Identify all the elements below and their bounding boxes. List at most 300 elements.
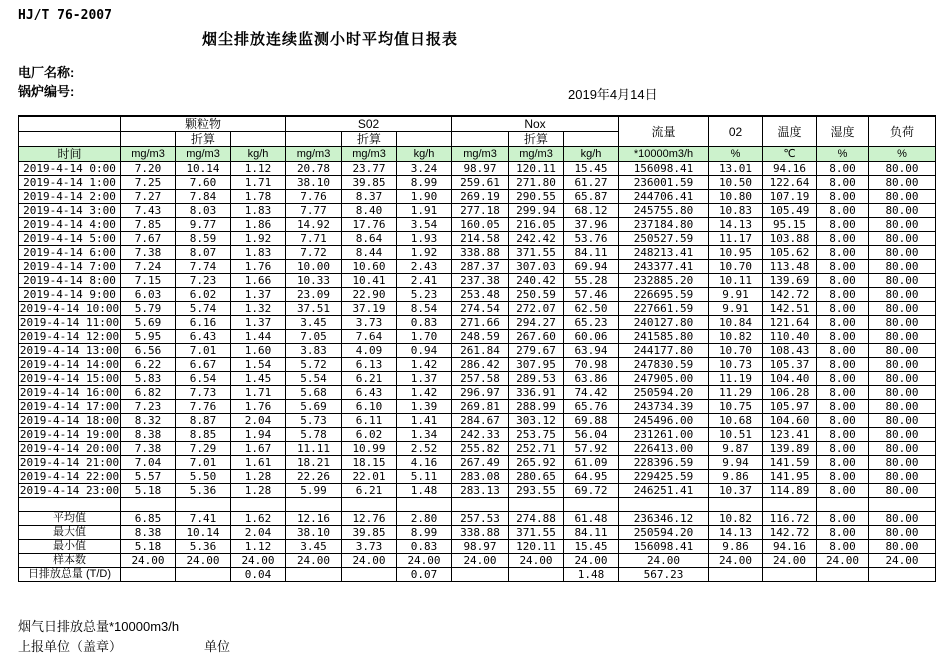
value-cell: 10.95 (709, 246, 763, 260)
value-cell: 250.59 (509, 288, 564, 302)
table-row (19, 274, 936, 288)
summary-value-cell: 24.00 (231, 554, 286, 568)
value-cell: 11.17 (709, 232, 763, 246)
value-cell: 1.94 (231, 428, 286, 442)
value-cell: 108.43 (763, 344, 817, 358)
value-cell: 80.00 (869, 162, 936, 176)
spacer-cell (19, 498, 121, 512)
value-cell: 241585.80 (619, 330, 709, 344)
daily-total-value-cell (763, 568, 817, 582)
value-cell: 8.00 (817, 316, 869, 330)
summary-value-cell: 24.00 (763, 554, 817, 568)
value-cell: 7.15 (121, 274, 176, 288)
value-cell: 252.71 (509, 442, 564, 456)
value-cell: 15.45 (564, 162, 619, 176)
summary-label: 最小值 (19, 540, 121, 554)
value-cell: 64.95 (564, 470, 619, 484)
summary-value-cell: 39.85 (342, 526, 397, 540)
value-cell: 17.76 (342, 218, 397, 232)
value-cell: 80.00 (869, 176, 936, 190)
value-cell: 105.37 (763, 358, 817, 372)
value-cell: 299.94 (509, 204, 564, 218)
value-cell: 8.54 (397, 302, 452, 316)
value-cell: 8.32 (121, 414, 176, 428)
summary-value-cell: 338.88 (452, 526, 509, 540)
value-cell: 246251.41 (619, 484, 709, 498)
group-header-0: 颗粒物 (121, 116, 286, 132)
value-cell: 1.37 (397, 372, 452, 386)
value-cell: 248.59 (452, 330, 509, 344)
summary-value-cell: 24.00 (121, 554, 176, 568)
summary-value-cell: 0.83 (397, 540, 452, 554)
value-cell: 8.00 (817, 218, 869, 232)
value-cell: 120.11 (509, 162, 564, 176)
value-cell: 1.76 (231, 400, 286, 414)
value-cell: 65.76 (564, 400, 619, 414)
value-cell: 1.45 (231, 372, 286, 386)
value-cell: 271.66 (452, 316, 509, 330)
sub-blank (564, 132, 619, 147)
summary-value-cell: 1.12 (231, 540, 286, 554)
boiler-no-label: 锅炉编号: (18, 84, 75, 99)
value-cell: 8.00 (817, 288, 869, 302)
value-cell: 245496.00 (619, 414, 709, 428)
column-header-0: 流量 (619, 116, 709, 147)
value-cell: 104.40 (763, 372, 817, 386)
value-cell: 8.85 (176, 428, 231, 442)
value-cell: 103.88 (763, 232, 817, 246)
summary-label: 平均值 (19, 512, 121, 526)
summary-value-cell: 12.76 (342, 512, 397, 526)
value-cell: 9.91 (709, 302, 763, 316)
value-cell: 11.11 (286, 442, 342, 456)
value-cell: 95.15 (763, 218, 817, 232)
summary-value-cell: 24.00 (286, 554, 342, 568)
value-cell: 2.04 (231, 414, 286, 428)
value-cell: 7.38 (121, 246, 176, 260)
value-cell: 7.73 (176, 386, 231, 400)
value-cell: 277.18 (452, 204, 509, 218)
time-cell: 2019-4-14 13:00 (19, 344, 120, 357)
value-cell: 4.16 (397, 456, 452, 470)
value-cell: 9.86 (709, 470, 763, 484)
value-cell: 6.10 (342, 400, 397, 414)
value-cell: 142.72 (763, 288, 817, 302)
daily-total-value-cell: 1.48 (564, 568, 619, 582)
time-cell: 2019-4-14 2:00 (19, 190, 121, 204)
value-cell: 284.67 (452, 414, 509, 428)
value-cell: 259.61 (452, 176, 509, 190)
value-cell: 61.09 (564, 456, 619, 470)
value-cell: 336.91 (509, 386, 564, 400)
value-cell: 253.75 (509, 428, 564, 442)
unit-row (19, 147, 936, 162)
summary-value-cell: 116.72 (763, 512, 817, 526)
value-cell: 216.05 (509, 218, 564, 232)
value-cell: 1.83 (231, 246, 286, 260)
value-cell: 84.11 (564, 246, 619, 260)
daily-total-value-cell (509, 568, 564, 582)
daily-total-value-cell (342, 568, 397, 582)
spacer-cell (509, 498, 564, 512)
value-cell: 8.03 (176, 204, 231, 218)
table-row (19, 204, 936, 218)
value-cell: 265.92 (509, 456, 564, 470)
time-cell: 2019-4-14 1:00 (19, 176, 121, 190)
value-cell: 69.88 (564, 414, 619, 428)
standard-code: HJ/T 76-2007 (18, 8, 112, 23)
value-cell: 307.03 (509, 260, 564, 274)
value-cell: 20.78 (286, 162, 342, 176)
table-row (19, 162, 936, 176)
daily-total-value-cell (176, 568, 231, 582)
value-cell: 303.12 (509, 414, 564, 428)
value-cell: 1.91 (397, 204, 452, 218)
value-cell: 6.43 (176, 330, 231, 344)
value-cell: 5.11 (397, 470, 452, 484)
value-cell: 38.10 (286, 176, 342, 190)
value-cell: 57.92 (564, 442, 619, 456)
value-cell: 8.00 (817, 246, 869, 260)
value-cell: 1.83 (231, 204, 286, 218)
value-cell: 80.00 (869, 190, 936, 204)
spacer-cell (869, 498, 936, 512)
value-cell: 39.85 (342, 176, 397, 190)
value-cell: 226413.00 (619, 442, 709, 456)
summary-value-cell: 1.62 (231, 512, 286, 526)
value-cell: 7.71 (286, 232, 342, 246)
value-cell: 7.64 (342, 330, 397, 344)
summary-value-cell: 24.00 (342, 554, 397, 568)
summary-value-cell: 236346.12 (619, 512, 709, 526)
report-date: 2019年4月14日 (568, 87, 658, 102)
value-cell: 8.00 (817, 400, 869, 414)
summary-value-cell: 24.00 (869, 554, 936, 568)
value-cell: 5.95 (121, 330, 176, 344)
value-cell: 0.94 (397, 344, 452, 358)
table-row (19, 386, 936, 400)
value-cell: 257.58 (452, 372, 509, 386)
value-cell: 141.95 (763, 470, 817, 484)
value-cell: 253.48 (452, 288, 509, 302)
value-cell: 10.80 (709, 190, 763, 204)
value-cell: 286.42 (452, 358, 509, 372)
unit-cell-10: % (709, 147, 763, 162)
value-cell: 6.03 (121, 288, 176, 302)
value-cell: 1.71 (231, 386, 286, 400)
value-cell: 80.00 (869, 400, 936, 414)
value-cell: 255.82 (452, 442, 509, 456)
summary-value-cell: 3.73 (342, 540, 397, 554)
value-cell: 214.58 (452, 232, 509, 246)
value-cell: 7.76 (286, 190, 342, 204)
value-cell: 10.73 (709, 358, 763, 372)
value-cell: 10.51 (709, 428, 763, 442)
value-cell: 8.07 (176, 246, 231, 260)
summary-value-cell: 24.00 (709, 554, 763, 568)
spacer-cell (564, 498, 619, 512)
value-cell: 269.81 (452, 400, 509, 414)
value-cell: 3.83 (286, 344, 342, 358)
value-cell: 8.87 (176, 414, 231, 428)
value-cell: 7.77 (286, 204, 342, 218)
value-cell: 8.00 (817, 302, 869, 316)
value-cell: 1.78 (231, 190, 286, 204)
value-cell: 1.39 (397, 400, 452, 414)
value-cell: 8.00 (817, 484, 869, 498)
summary-value-cell: 24.00 (397, 554, 452, 568)
summary-value-cell: 6.85 (121, 512, 176, 526)
value-cell: 247830.59 (619, 358, 709, 372)
sub-blank (452, 132, 509, 147)
time-cell: 2019-4-14 11:00 (19, 316, 120, 329)
value-cell: 22.01 (342, 470, 397, 484)
summary-value-cell: 24.00 (452, 554, 509, 568)
table-row (19, 344, 936, 358)
value-cell: 37.51 (286, 302, 342, 316)
value-cell: 80.00 (869, 330, 936, 344)
value-cell: 61.27 (564, 176, 619, 190)
value-cell: 69.94 (564, 260, 619, 274)
time-cell: 2019-4-14 18:00 (19, 414, 120, 427)
value-cell: 10.84 (709, 316, 763, 330)
value-cell: 10.11 (709, 274, 763, 288)
value-cell: 9.94 (709, 456, 763, 470)
unit-cell-12: % (817, 147, 869, 162)
value-cell: 0.83 (397, 316, 452, 330)
value-cell: 10.33 (286, 274, 342, 288)
value-cell: 6.21 (342, 484, 397, 498)
spacer-cell (619, 498, 709, 512)
summary-value-cell: 24.00 (817, 554, 869, 568)
group-header-1: S02 (286, 116, 452, 132)
spacer-cell (231, 498, 286, 512)
value-cell: 288.99 (509, 400, 564, 414)
value-cell: 1.28 (231, 484, 286, 498)
summary-row (19, 512, 936, 526)
value-cell: 229425.59 (619, 470, 709, 484)
value-cell: 248213.41 (619, 246, 709, 260)
value-cell: 8.37 (342, 190, 397, 204)
value-cell: 247905.00 (619, 372, 709, 386)
value-cell: 1.76 (231, 260, 286, 274)
converted-header-0: 折算 (176, 132, 231, 147)
summary-value-cell: 8.00 (817, 526, 869, 540)
table-row (19, 442, 936, 456)
value-cell: 6.22 (121, 358, 176, 372)
summary-value-cell: 3.45 (286, 540, 342, 554)
time-cell: 2019-4-14 4:00 (19, 218, 121, 232)
table-row (19, 470, 936, 484)
corner-cell (19, 116, 121, 132)
value-cell: 80.00 (869, 358, 936, 372)
table-row (19, 218, 936, 232)
value-cell: 294.27 (509, 316, 564, 330)
value-cell: 7.84 (176, 190, 231, 204)
value-cell: 7.60 (176, 176, 231, 190)
time-header: 时间 (19, 147, 121, 162)
value-cell: 371.55 (509, 246, 564, 260)
value-cell: 14.13 (709, 218, 763, 232)
value-cell: 6.43 (342, 386, 397, 400)
summary-value-cell: 94.16 (763, 540, 817, 554)
daily-total-value-cell (869, 568, 936, 582)
value-cell: 7.29 (176, 442, 231, 456)
daily-total-value-cell (709, 568, 763, 582)
unit-cell-5: kg/h (397, 147, 452, 162)
value-cell: 80.00 (869, 428, 936, 442)
value-cell: 63.86 (564, 372, 619, 386)
value-cell: 105.62 (763, 246, 817, 260)
summary-row (19, 526, 936, 540)
value-cell: 8.40 (342, 204, 397, 218)
summary-value-cell: 61.48 (564, 512, 619, 526)
value-cell: 7.04 (121, 456, 176, 470)
value-cell: 5.18 (121, 484, 176, 498)
daily-total-value-cell (452, 568, 509, 582)
value-cell: 271.80 (509, 176, 564, 190)
value-cell: 80.00 (869, 218, 936, 232)
value-cell: 23.77 (342, 162, 397, 176)
value-cell: 10.82 (709, 330, 763, 344)
value-cell: 60.06 (564, 330, 619, 344)
value-cell: 139.69 (763, 274, 817, 288)
table-row (19, 190, 936, 204)
sub-blank (231, 132, 286, 147)
value-cell: 80.00 (869, 316, 936, 330)
value-cell: 80.00 (869, 246, 936, 260)
spacer-cell (709, 498, 763, 512)
value-cell: 11.29 (709, 386, 763, 400)
time-cell: 2019-4-14 23:00 (19, 484, 120, 497)
sub-blank (397, 132, 452, 147)
table-row (19, 456, 936, 470)
spacer-cell (342, 498, 397, 512)
summary-value-cell: 8.00 (817, 512, 869, 526)
value-cell: 104.60 (763, 414, 817, 428)
value-cell: 10.99 (342, 442, 397, 456)
sub-blank (286, 132, 342, 147)
unit-cell-7: mg/m3 (509, 147, 564, 162)
value-cell: 6.56 (121, 344, 176, 358)
time-cell: 2019-4-14 14:00 (19, 358, 120, 371)
value-cell: 114.89 (763, 484, 817, 498)
value-cell: 80.00 (869, 470, 936, 484)
value-cell: 1.42 (397, 386, 452, 400)
value-cell: 160.05 (452, 218, 509, 232)
value-cell: 65.87 (564, 190, 619, 204)
value-cell: 8.00 (817, 358, 869, 372)
summary-value-cell: 2.80 (397, 512, 452, 526)
value-cell: 6.54 (176, 372, 231, 386)
value-cell: 1.44 (231, 330, 286, 344)
value-cell: 3.24 (397, 162, 452, 176)
unit-cell-6: mg/m3 (452, 147, 509, 162)
value-cell: 1.90 (397, 190, 452, 204)
value-cell: 1.67 (231, 442, 286, 456)
value-cell: 7.05 (286, 330, 342, 344)
time-cell: 2019-4-14 20:00 (19, 442, 120, 455)
unit-cell-1: mg/m3 (176, 147, 231, 162)
value-cell: 74.42 (564, 386, 619, 400)
value-cell: 8.00 (817, 456, 869, 470)
value-cell: 10.60 (342, 260, 397, 274)
value-cell: 8.00 (817, 470, 869, 484)
value-cell: 8.00 (817, 162, 869, 176)
value-cell: 80.00 (869, 274, 936, 288)
value-cell: 5.73 (286, 414, 342, 428)
value-cell: 105.49 (763, 204, 817, 218)
daily-total-value-cell: 567.23 (619, 568, 709, 582)
value-cell: 5.72 (286, 358, 342, 372)
value-cell: 1.41 (397, 414, 452, 428)
value-cell: 7.67 (121, 232, 176, 246)
time-cell: 2019-4-14 10:00 (19, 302, 120, 315)
value-cell: 5.69 (286, 400, 342, 414)
value-cell: 5.54 (286, 372, 342, 386)
column-header-1: 02 (709, 116, 763, 147)
unit-cell-9: *10000m3/h (619, 147, 709, 162)
value-cell: 1.61 (231, 456, 286, 470)
summary-row (19, 554, 936, 568)
value-cell: 232885.20 (619, 274, 709, 288)
spacer-cell (121, 498, 176, 512)
unit-cell-11: ℃ (763, 147, 817, 162)
value-cell: 106.28 (763, 386, 817, 400)
value-cell: 56.04 (564, 428, 619, 442)
value-cell: 8.00 (817, 428, 869, 442)
column-header-2: 温度 (763, 116, 817, 147)
table-row (19, 176, 936, 190)
value-cell: 11.19 (709, 372, 763, 386)
value-cell: 8.38 (121, 428, 176, 442)
value-cell: 141.59 (763, 456, 817, 470)
value-cell: 1.32 (231, 302, 286, 316)
time-cell: 2019-4-14 3:00 (19, 204, 121, 218)
table-row (19, 232, 936, 246)
value-cell: 7.23 (176, 274, 231, 288)
summary-value-cell: 257.53 (452, 512, 509, 526)
value-cell: 8.00 (817, 330, 869, 344)
value-cell: 1.48 (397, 484, 452, 498)
value-cell: 8.00 (817, 442, 869, 456)
value-cell: 10.41 (342, 274, 397, 288)
value-cell: 80.00 (869, 344, 936, 358)
summary-value-cell: 120.11 (509, 540, 564, 554)
value-cell: 287.37 (452, 260, 509, 274)
value-cell: 5.79 (121, 302, 176, 316)
summary-value-cell: 80.00 (869, 526, 936, 540)
spacer-cell (286, 498, 342, 512)
table-row (19, 316, 936, 330)
value-cell: 69.72 (564, 484, 619, 498)
value-cell: 7.72 (286, 246, 342, 260)
value-cell: 8.00 (817, 386, 869, 400)
value-cell: 3.73 (342, 316, 397, 330)
value-cell: 8.00 (817, 344, 869, 358)
value-cell: 1.60 (231, 344, 286, 358)
value-cell: 1.92 (231, 232, 286, 246)
spacer-cell (452, 498, 509, 512)
table-row (19, 330, 936, 344)
plant-name-label: 电厂名称: (18, 65, 75, 80)
daily-total-row (19, 568, 936, 582)
value-cell: 269.19 (452, 190, 509, 204)
daily-total-label: 日排放总量 (T/D) (19, 568, 121, 582)
value-cell: 283.13 (452, 484, 509, 498)
value-cell: 14.92 (286, 218, 342, 232)
summary-value-cell: 2.04 (231, 526, 286, 540)
